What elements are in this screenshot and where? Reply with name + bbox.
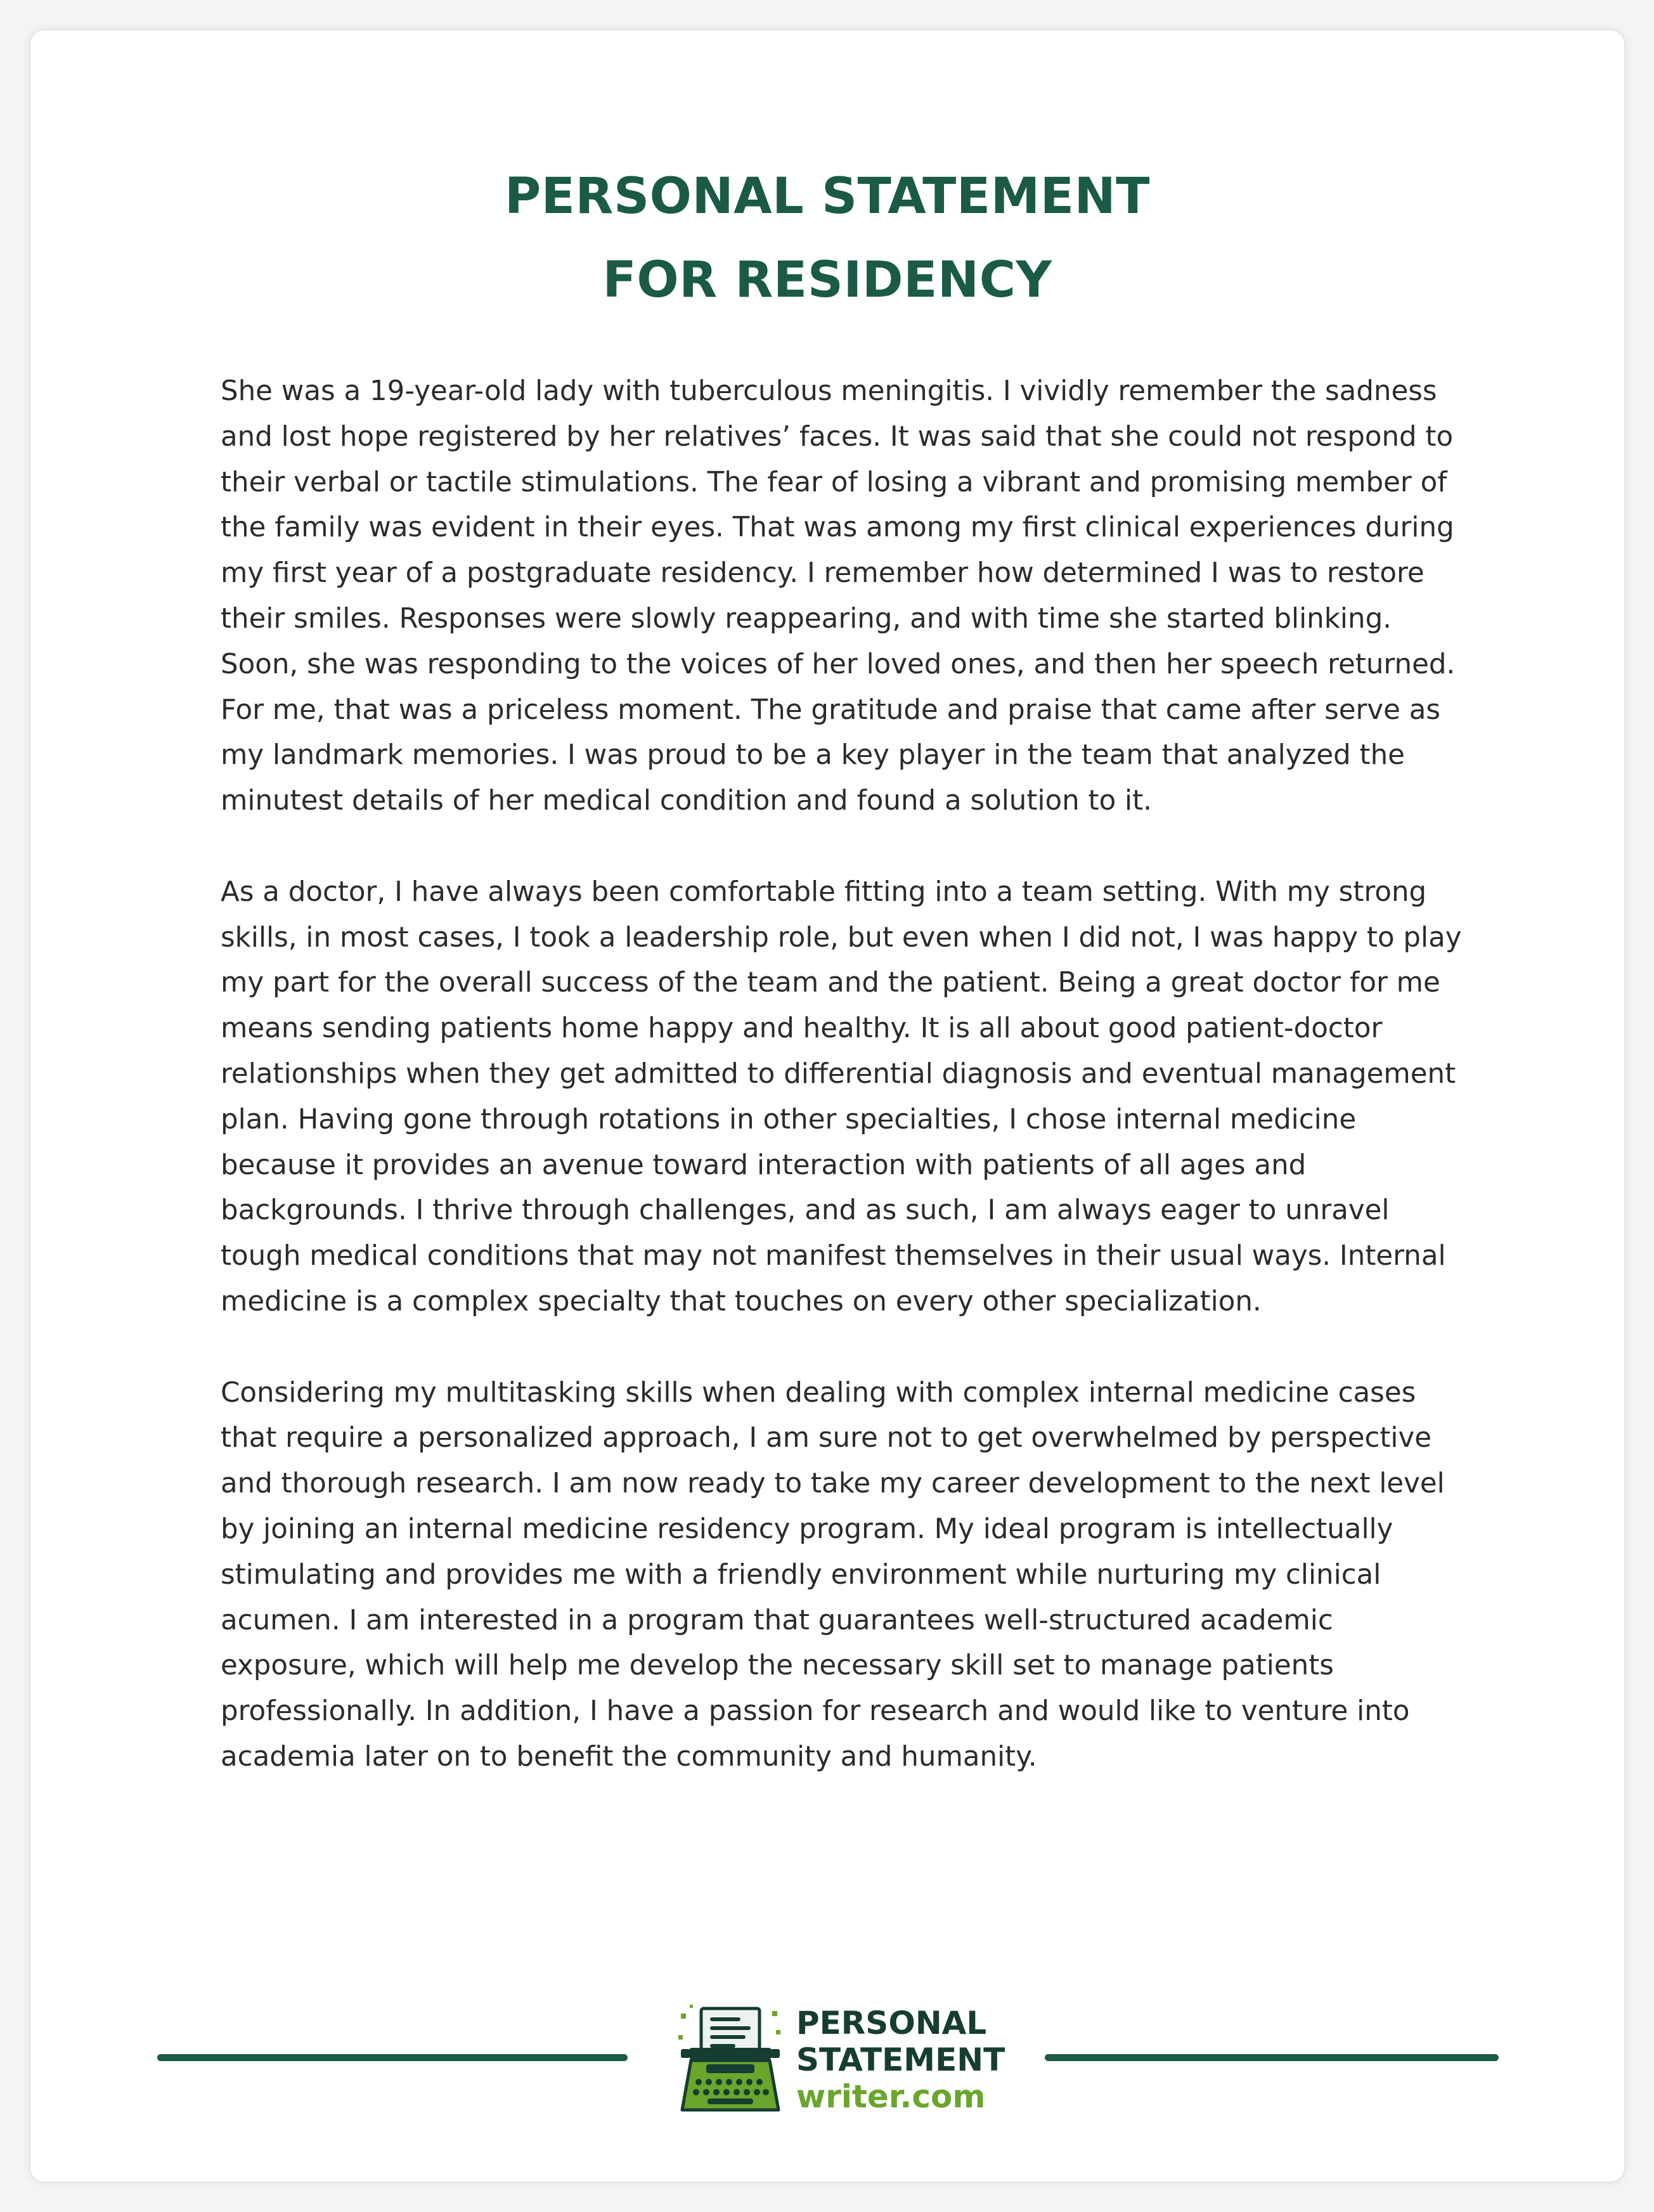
footer-divider-right [1045,2054,1499,2061]
statement-body [221,369,1476,1780]
footer-divider-left [157,2054,628,2061]
page-title [30,155,1624,322]
brand-name-line-1: PERSONAL [796,2005,987,2041]
brand-logo [677,2002,1032,2123]
brand-name-line-2: STATEMENT [796,2041,1005,2078]
typewriter-icon [677,2002,784,2115]
paragraph-1: She was a 19-year-old lady with tuberculous meningitis. I vividly remember the sadness and lost hope registered by her relatives’ faces. It was said that she could not respond to their verbal or tactile stimulations. The fear of losing a vibrant and promising member of the family was evident in their eyes. That was among my first clinical experiences during my first year of a postgraduate residency. I remember how determined I was to restore their smiles. Responses were slowly reappearing, and with time she started blinking. Soon, she was responding to the voices of her loved ones, and then her speech returned. For me, that was a priceless moment. The gratitude and praise that came after serve as my landmark memories. I was proud to be a key player in the team that analyzed the minutest details of her medical condition and found a solution to it. [221,375,1456,817]
paragraph-3: Considering my multitasking skills when dealing with complex internal medicine cases that require a personalized approach, I am sure not to get overwhelmed by perspective and thorough research. I am now ready to take my career development to the next level by joining an internal medicine residency program. My ideal program is intellectually stimulating and provides me with a friendly environment while nurturing my clinical acumen. I am interested in a program that guarantees well-structured academic exposure, which will help me develop the necessary skill set to manage patients professionally. In addition, I have a passion for research and would like to venture into academia later on to benefit the community and humanity. [221,1376,1445,1773]
page-title-line-2: FOR RESIDENCY [602,252,1052,309]
page-title-line-1: PERSONAL STATEMENT [504,168,1150,225]
brand-logo-text [796,2005,1037,2115]
paragraph-2: As a doctor, I have always been comfortable fitting into a team setting. With my strong skills, in most cases, I took a leadership role, but even when I did not, I was happy to play my part for the overall success of the team and the patient. Being a great doctor for me means sending patients home happy and healthy. It is all about good patient-doctor relationships when they get admitted to differential diagnosis and eventual management plan. Having gone through rotations in other specialties, I chose internal medicine because it provides an avenue toward interaction with patients of all ages and backgrounds. I thrive through challenges, and as such, I am always eager to unravel tough medical conditions that may not manifest themselves in their usual ways. Internal medicine is a complex specialty that touches on every other specialization. [221,876,1462,1317]
brand-domain: writer.com [796,2078,986,2115]
document-page [30,30,1624,2182]
